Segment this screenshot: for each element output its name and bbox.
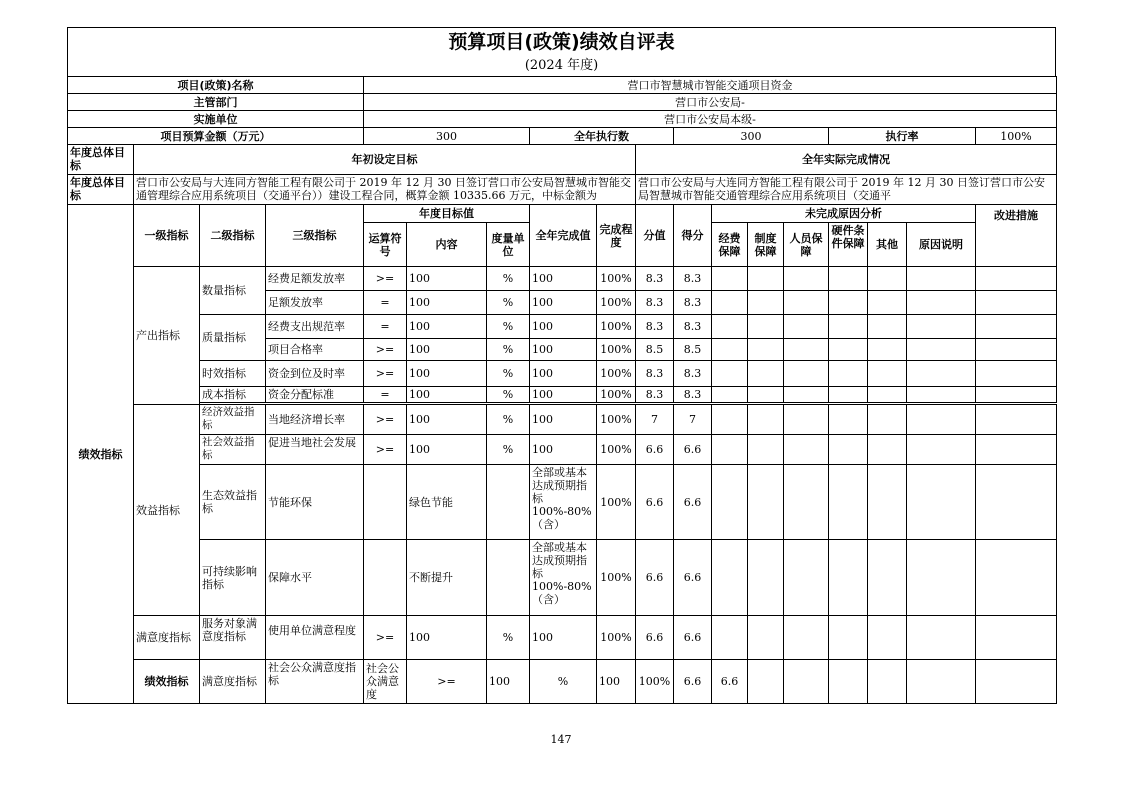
- col-reason-explain: 原因说明: [907, 223, 976, 267]
- actual-cell: 全部或基本达成预期指标100%-80%（含）: [530, 540, 597, 616]
- score-cell: 6.6: [636, 616, 674, 660]
- empty-cell: [868, 660, 907, 704]
- empty-cell: [784, 405, 829, 435]
- score-cell: 8.3: [636, 387, 674, 403]
- subgroup-social: 社会效益指标: [200, 435, 266, 465]
- actual-cell: 100: [530, 435, 597, 465]
- empty-cell: [976, 405, 1057, 435]
- unit-cell: %: [487, 339, 530, 361]
- score-cell: 8.3: [636, 267, 674, 291]
- score-cell: 6.6: [636, 540, 674, 616]
- col-operator: 运算符号: [364, 223, 407, 267]
- empty-cell: [748, 315, 784, 339]
- executed-value: 300: [674, 128, 829, 145]
- empty-cell: [829, 387, 868, 403]
- col-improve: 改进措施: [976, 205, 1057, 267]
- table-row: [68, 616, 1057, 660]
- actual-cell: 100: [530, 405, 597, 435]
- got-cell: 8.5: [674, 339, 712, 361]
- empty-cell: [976, 540, 1057, 616]
- col-level1: 一级指标: [134, 205, 200, 267]
- content-cell: 100: [407, 267, 487, 291]
- operator-cell: >=: [364, 435, 407, 465]
- unit-cell: %: [487, 387, 530, 403]
- completion-cell: 100%: [597, 465, 636, 540]
- unit-cell: %: [487, 267, 530, 291]
- operator-cell: [364, 465, 407, 540]
- unit-cell: %: [487, 616, 530, 660]
- empty-cell: [976, 315, 1057, 339]
- operator-cell: =: [364, 315, 407, 339]
- empty-cell: [712, 267, 748, 291]
- actual-cell: 100: [597, 660, 636, 704]
- indicator-name: 资金到位及时率: [266, 361, 364, 387]
- empty-cell: [868, 387, 907, 403]
- col-completion: 完成程度: [597, 205, 636, 267]
- perf-indicator-label: 绩效指标: [68, 205, 134, 704]
- actual-cell: 100: [530, 616, 597, 660]
- empty-cell: [868, 361, 907, 387]
- col-target-group: 年度目标值: [364, 205, 530, 223]
- empty-cell: [829, 405, 868, 435]
- empty-cell: [907, 387, 976, 403]
- empty-cell: [829, 339, 868, 361]
- unit-cell: %: [530, 660, 597, 704]
- empty-cell: [712, 315, 748, 339]
- empty-cell: [784, 267, 829, 291]
- completion-cell: 100%: [636, 660, 674, 704]
- initial-goal-text: 营口市公安局与大连同方智能工程有限公司于 2019 年 12 月 30 日签订营口市公安局智慧城市智能交通管理综合应用系统项目（交通平台））建设工程合同，概算金额 10335.66 万元，中标金额为: [134, 175, 636, 205]
- empty-cell: [907, 361, 976, 387]
- table-row: [68, 540, 1057, 616]
- empty-cell: [907, 435, 976, 465]
- empty-cell: [784, 435, 829, 465]
- empty-cell: [976, 291, 1057, 315]
- empty-cell: [784, 315, 829, 339]
- got-cell: 6.6: [674, 540, 712, 616]
- table-row: [68, 405, 1057, 435]
- subgroup-public: 社会公众满意度指标: [266, 660, 364, 704]
- empty-cell: [829, 291, 868, 315]
- content-cell: 100: [487, 660, 530, 704]
- indicator-name: 资金分配标准: [266, 387, 364, 403]
- empty-cell: [712, 291, 748, 315]
- empty-cell: [784, 361, 829, 387]
- project-name-row: [68, 77, 1057, 94]
- empty-cell: [829, 540, 868, 616]
- empty-cell: [976, 267, 1057, 291]
- subgroup-economic: 经济效益指标: [200, 405, 266, 435]
- content-cell: 100: [407, 616, 487, 660]
- empty-cell: [784, 616, 829, 660]
- empty-cell: [868, 540, 907, 616]
- score-cell: 8.3: [636, 361, 674, 387]
- col-reason-group: 未完成原因分析: [712, 205, 976, 223]
- empty-cell: [829, 465, 868, 540]
- empty-cell: [748, 267, 784, 291]
- department-label: 主管部门: [68, 94, 364, 111]
- col-content: 内容: [407, 223, 487, 267]
- empty-cell: [748, 616, 784, 660]
- empty-cell: [748, 660, 784, 704]
- empty-cell: [907, 267, 976, 291]
- spacer-row: [68, 403, 1057, 404]
- col-reason-staff: 人员保障: [784, 223, 829, 267]
- empty-cell: [712, 339, 748, 361]
- table-row: [68, 435, 1057, 465]
- got-cell: 6.6: [674, 465, 712, 540]
- empty-cell: [907, 465, 976, 540]
- empty-cell: [976, 387, 1057, 403]
- empty-cell: [907, 291, 976, 315]
- operator-cell: >=: [407, 660, 487, 704]
- col-reason-hardware: 硬件条件保障: [829, 223, 868, 267]
- empty-cell: [784, 660, 829, 704]
- content-cell: 100: [407, 361, 487, 387]
- executed-label: 全年执行数: [530, 128, 674, 145]
- completion-cell: 100%: [597, 267, 636, 291]
- empty-cell: [868, 405, 907, 435]
- actual-cell: 100: [530, 291, 597, 315]
- got-cell: 8.3: [674, 291, 712, 315]
- completion-cell: 100%: [597, 435, 636, 465]
- got-cell: 6.6: [674, 435, 712, 465]
- actual-cell: 100: [530, 361, 597, 387]
- empty-cell: [976, 361, 1057, 387]
- empty-cell: [868, 616, 907, 660]
- unit-cell: %: [487, 361, 530, 387]
- initial-goal-header: 年初设定目标: [134, 145, 636, 175]
- empty-cell: [976, 465, 1057, 540]
- completion-cell: 100%: [597, 361, 636, 387]
- actual-cell: 100: [530, 339, 597, 361]
- unit-value: 营口市公安局本级-: [364, 111, 1057, 128]
- got-cell: 8.3: [674, 387, 712, 403]
- table-row: [68, 315, 1057, 339]
- department-value: 营口市公安局-: [364, 94, 1057, 111]
- empty-cell: [712, 540, 748, 616]
- completion-cell: 100%: [597, 387, 636, 403]
- empty-cell: [829, 361, 868, 387]
- empty-cell: [712, 405, 748, 435]
- subgroup-ecological: 生态效益指标: [200, 465, 266, 540]
- empty-cell: [712, 361, 748, 387]
- actual-goal-text: 营口市公安局与大连同方智能工程有限公司于 2019 年 12 月 30 日签订营口市公安局智慧城市智能交通管理综合应用系统项目（交通平: [636, 175, 1057, 205]
- col-score: 分值: [636, 205, 674, 267]
- table-row: [68, 267, 1057, 291]
- indicator-name: 使用单位满意程度: [266, 616, 364, 660]
- table-row: [68, 361, 1057, 387]
- content-cell: 100: [407, 387, 487, 403]
- content-cell: 100: [407, 291, 487, 315]
- col-level2: 二级指标: [200, 205, 266, 267]
- unit-row: [68, 111, 1057, 128]
- empty-cell: [748, 291, 784, 315]
- col-level3: 三级指标: [266, 205, 364, 267]
- empty-cell: [748, 435, 784, 465]
- page-title: 预算项目(政策)绩效自评表: [67, 27, 1056, 56]
- got-cell: 8.3: [674, 361, 712, 387]
- empty-cell: [712, 387, 748, 403]
- indicator-name: 节能环保: [266, 465, 364, 540]
- indicator-name: 经费足额发放率: [266, 267, 364, 291]
- empty-cell: [784, 387, 829, 403]
- empty-cell: [784, 291, 829, 315]
- indicator-name: 当地经济增长率: [266, 405, 364, 435]
- score-cell: 8.5: [636, 339, 674, 361]
- got-cell: 8.3: [674, 267, 712, 291]
- indicator-name: 足额发放率: [266, 291, 364, 315]
- col-actual: 全年完成值: [530, 205, 597, 267]
- group-satisfaction: 满意度指标: [134, 616, 200, 660]
- empty-cell: [748, 465, 784, 540]
- empty-cell: [907, 660, 976, 704]
- empty-cell: [829, 267, 868, 291]
- subgroup-cost: 成本指标: [200, 387, 266, 403]
- table-row: [68, 660, 1057, 704]
- completion-cell: 100%: [597, 540, 636, 616]
- operator-cell: =: [364, 291, 407, 315]
- empty-cell: [868, 339, 907, 361]
- empty-cell: [712, 435, 748, 465]
- empty-cell: [907, 315, 976, 339]
- empty-cell: [829, 660, 868, 704]
- empty-cell: [976, 616, 1057, 660]
- table-row: [68, 387, 1057, 403]
- operator-cell: >=: [364, 405, 407, 435]
- score-cell: 6.6: [674, 660, 712, 704]
- empty-cell: [784, 465, 829, 540]
- content-cell: 100: [407, 405, 487, 435]
- empty-cell: [907, 616, 976, 660]
- score-cell: 8.3: [636, 315, 674, 339]
- subgroup-quality: 质量指标: [200, 315, 266, 361]
- unit-cell: %: [487, 435, 530, 465]
- empty-cell: [907, 405, 976, 435]
- column-header-row: [68, 205, 1057, 223]
- empty-cell: [976, 435, 1057, 465]
- content-cell: 不断提升: [407, 540, 487, 616]
- actual-cell: 100: [530, 387, 597, 403]
- empty-cell: [748, 361, 784, 387]
- empty-cell: [868, 267, 907, 291]
- budget-row: [68, 128, 1057, 145]
- score-cell: 8.3: [636, 291, 674, 315]
- col-reason-other: 其他: [868, 223, 907, 267]
- goal-label: 年度总体目标: [68, 175, 134, 205]
- got-cell: 6.6: [712, 660, 748, 704]
- table-row: [68, 465, 1057, 540]
- completion-cell: 100%: [597, 405, 636, 435]
- actual-cell: 100: [530, 267, 597, 291]
- group-output: 产出指标: [134, 267, 200, 405]
- subgroup-service: 服务对象满意度指标: [200, 616, 266, 660]
- perf-indicator-label-2: 绩效指标: [134, 660, 200, 704]
- operator-cell: =: [364, 387, 407, 403]
- empty-cell: [868, 315, 907, 339]
- goal-label: 年度总体目标: [68, 145, 134, 175]
- col-reason-fund: 经费保障: [712, 223, 748, 267]
- score-cell: 6.6: [636, 465, 674, 540]
- empty-cell: [907, 540, 976, 616]
- completion-cell: 100%: [597, 616, 636, 660]
- project-name-label: 项目(政策)名称: [68, 77, 364, 94]
- subgroup-timeliness: 时效指标: [200, 361, 266, 387]
- indicator-name: 保障水平: [266, 540, 364, 616]
- empty-cell: [748, 339, 784, 361]
- actual-goal-header: 全年实际完成情况: [636, 145, 1057, 175]
- empty-cell: [829, 435, 868, 465]
- content-cell: 100: [407, 435, 487, 465]
- empty-cell: [829, 616, 868, 660]
- empty-cell: [748, 405, 784, 435]
- operator-cell: [364, 540, 407, 616]
- goal-text-row: [68, 175, 1057, 205]
- score-cell: 6.6: [636, 435, 674, 465]
- empty-cell: [784, 540, 829, 616]
- indicator-name: 经费支出规范率: [266, 315, 364, 339]
- operator-cell: >=: [364, 267, 407, 291]
- empty-cell: [868, 291, 907, 315]
- unit-cell: %: [487, 291, 530, 315]
- actual-cell: 100: [530, 315, 597, 339]
- goal-header-row: [68, 145, 1057, 175]
- empty-cell: [748, 387, 784, 403]
- empty-cell: [829, 315, 868, 339]
- unit-label: 实施单位: [68, 111, 364, 128]
- unit-cell: [487, 465, 530, 540]
- content-cell: 100: [407, 315, 487, 339]
- operator-cell: >=: [364, 339, 407, 361]
- empty-cell: [784, 339, 829, 361]
- got-cell: 7: [674, 405, 712, 435]
- unit-cell: %: [487, 315, 530, 339]
- subgroup-sustainable: 可持续影响指标: [200, 540, 266, 616]
- got-cell: 6.6: [674, 616, 712, 660]
- subgroup-quantity: 数量指标: [200, 267, 266, 315]
- empty-cell: [748, 540, 784, 616]
- project-name-value: 营口市智慧城市智能交通项目资金: [364, 77, 1057, 94]
- completion-cell: 100%: [597, 339, 636, 361]
- col-reason-system: 制度保障: [748, 223, 784, 267]
- empty-cell: [712, 465, 748, 540]
- rate-value: 100%: [976, 128, 1057, 145]
- rate-label: 执行率: [829, 128, 976, 145]
- evaluation-sheet: [67, 27, 1056, 704]
- completion-cell: 100%: [597, 291, 636, 315]
- content-cell: 100: [407, 339, 487, 361]
- empty-cell: [712, 616, 748, 660]
- col-got: 得分: [674, 205, 712, 267]
- completion-cell: 100%: [597, 315, 636, 339]
- actual-cell: 全部或基本达成预期指标100%-80%（含）: [530, 465, 597, 540]
- empty-cell: [868, 465, 907, 540]
- content-cell: 绿色节能: [407, 465, 487, 540]
- empty-cell: [976, 660, 1057, 704]
- unit-cell: %: [487, 405, 530, 435]
- indicator-name: 项目合格率: [266, 339, 364, 361]
- budget-value: 300: [364, 128, 530, 145]
- page-number: 147: [550, 733, 572, 746]
- empty-cell: [976, 339, 1057, 361]
- score-cell: 7: [636, 405, 674, 435]
- col-unit: 度量单位: [487, 223, 530, 267]
- evaluation-table: [67, 76, 1057, 704]
- department-row: [68, 94, 1057, 111]
- unit-cell: [487, 540, 530, 616]
- year-subtitle: (2024 年度): [67, 56, 1056, 76]
- group-benefit: 效益指标: [134, 405, 200, 616]
- indicator-name: 促进当地社会发展: [266, 435, 364, 465]
- indicator-name: 社会公众满意度: [364, 660, 407, 704]
- operator-cell: >=: [364, 361, 407, 387]
- group-satisfaction: 满意度指标: [200, 660, 266, 704]
- empty-cell: [868, 435, 907, 465]
- budget-label: 项目预算金额（万元）: [68, 128, 364, 145]
- empty-cell: [907, 339, 976, 361]
- operator-cell: >=: [364, 616, 407, 660]
- got-cell: 8.3: [674, 315, 712, 339]
